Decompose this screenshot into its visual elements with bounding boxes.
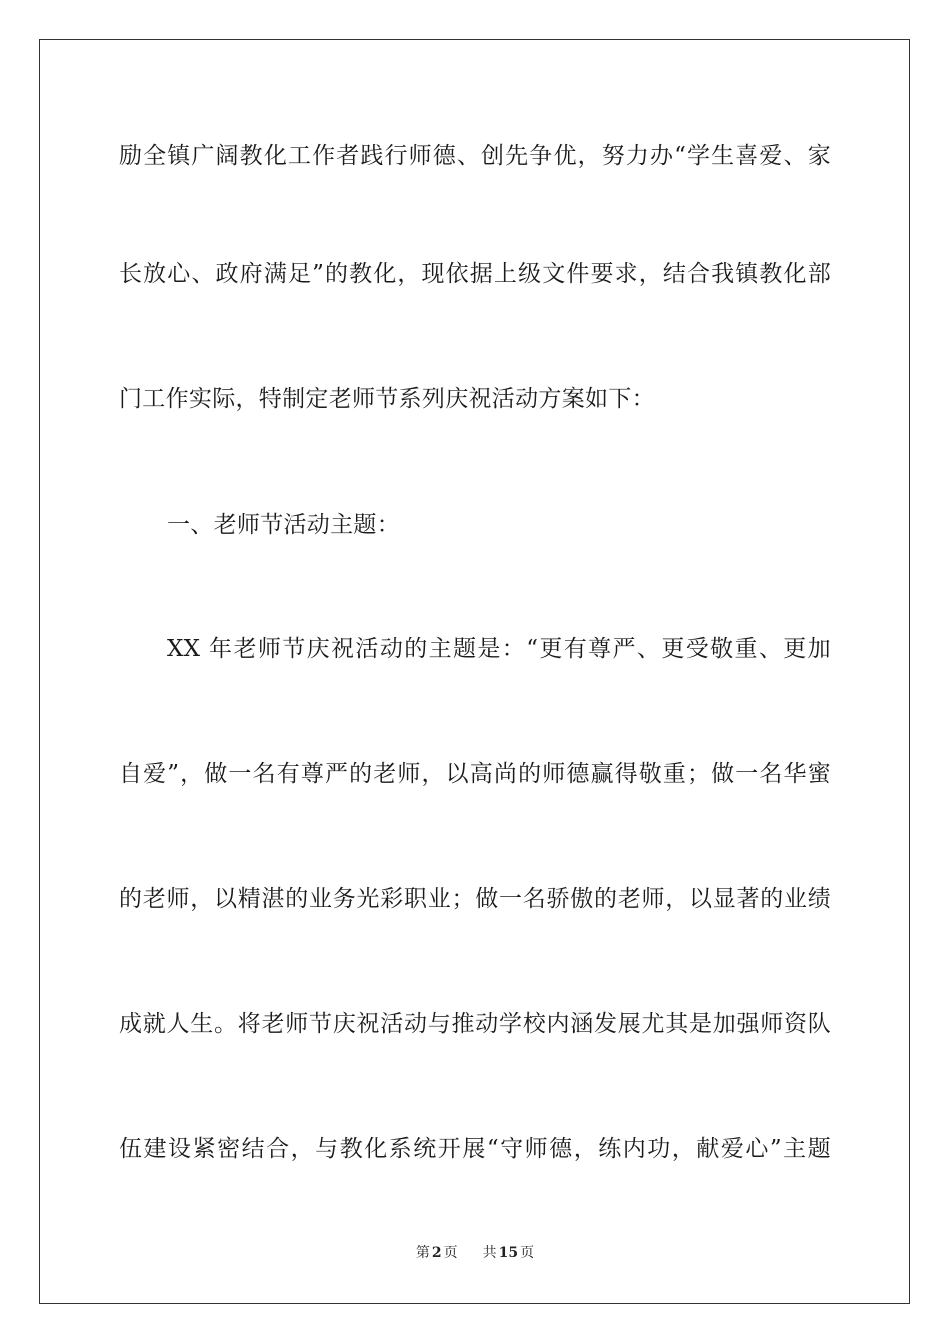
paragraph-line-5: XX 年老师节庆祝活动的主题是：“更有尊严、更受敬重、更加	[167, 636, 831, 662]
paragraph-line-3: 门工作实际，特制定老师节系列庆祝活动方案如下：	[119, 386, 655, 412]
page-border	[39, 39, 910, 1304]
paragraph-line-8: 成就人生。将老师节庆祝活动与推动学校内涵发展尤其是加强师资队	[119, 1011, 831, 1037]
paragraph-line-1: 励全镇广阔教化工作者践行师德、创先争优，努力办“学生喜爱、家	[119, 143, 831, 169]
paragraph-line-7: 的老师，以精湛的业务光彩职业；做一名骄傲的老师，以显著的业绩	[119, 886, 831, 912]
total-page-count: 15	[498, 1245, 519, 1261]
page-label-suffix: 页	[443, 1245, 458, 1261]
total-label-suffix: 页	[520, 1245, 535, 1261]
paragraph-line-2: 长放心、政府满足”的教化，现依据上级文件要求，结合我镇教化部	[119, 261, 831, 287]
current-page-number: 2	[431, 1245, 442, 1261]
paragraph-line-9: 伍建设紧密结合，与教化系统开展“守师德，练内功，献爱心”主题	[119, 1136, 831, 1162]
page-label-prefix: 第	[415, 1245, 430, 1261]
total-label-prefix: 共	[482, 1245, 497, 1261]
section-heading: 一、老师节活动主题：	[167, 512, 400, 538]
page-footer	[0, 1244, 950, 1262]
paragraph-line-6: 自爱”，做一名有尊严的老师，以高尚的师德赢得敬重；做一名华蜜	[119, 761, 831, 787]
